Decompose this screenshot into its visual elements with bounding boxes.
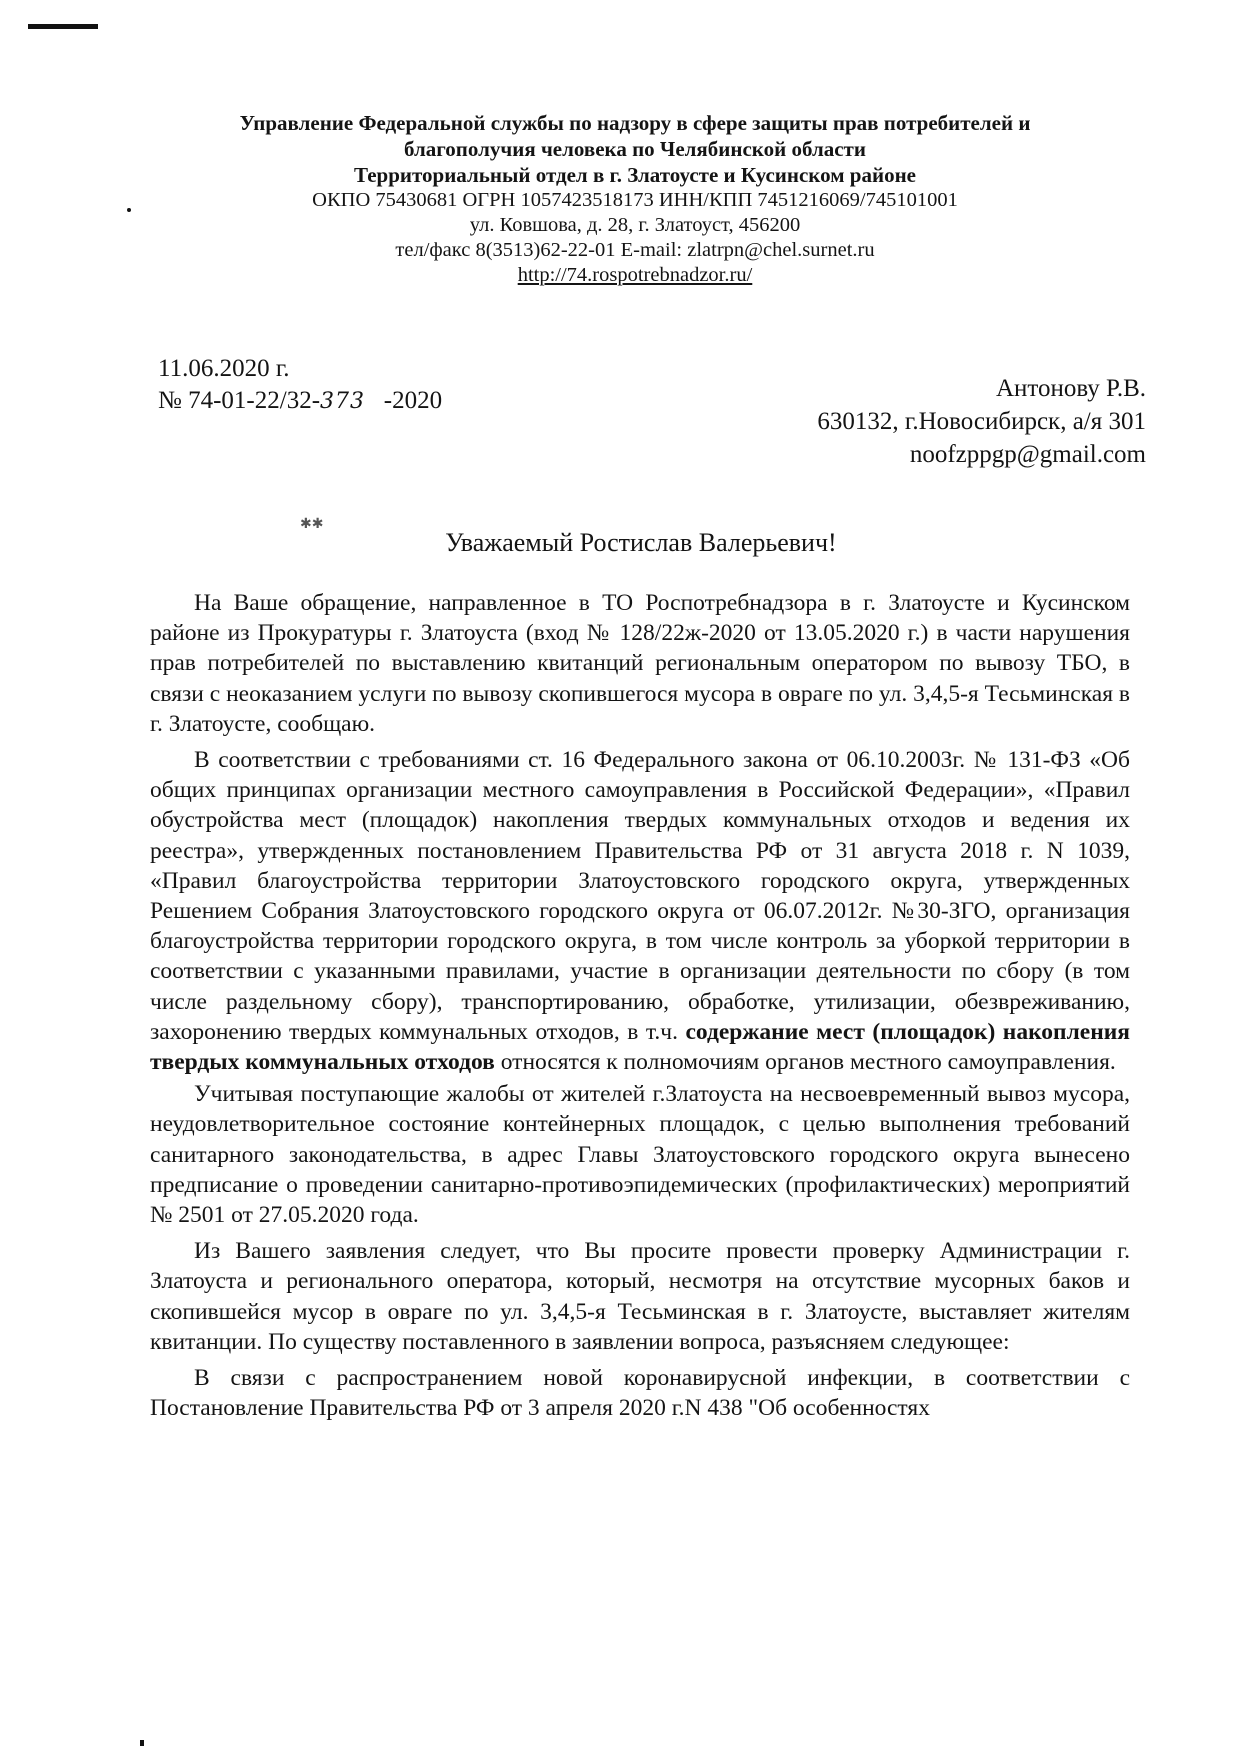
letter-body bbox=[150, 588, 1130, 1429]
agency-name-line-1: Управление Федеральной службы по надзору в сфере защиты прав потребителей и bbox=[239, 111, 1031, 135]
paragraph: На Ваше обращение, направленное в ТО Роспотребнадзора в г. Златоусте и Кусинском районе из Прокуратуры г. Златоуста (вход № 128/22ж-2020 от 13.05.2020 г.) в части нарушения прав потребителей по выставлению квитанций региональным оператором по вывозу ТБО, в связи с неоказанием услуги по вывозу скопившегося мусора в овраге по ул. 3,4,5-я Тесьминская в г. Златоусте, сообщаю. bbox=[150, 590, 1130, 737]
scan-edge-mark bbox=[28, 24, 98, 29]
agency-contacts: тел/факс 8(3513)62-22-01 E-mail: zlatrpn@chel.surnet.ru bbox=[395, 239, 875, 261]
scan-dot bbox=[127, 208, 131, 212]
agency-address: ул. Ковшова, д. 28, г. Златоуст, 456200 bbox=[469, 214, 801, 236]
department-name: Территориальный отдел в г. Златоусте и Кусинском районе bbox=[354, 163, 916, 187]
handwritten-number: 373 bbox=[320, 389, 366, 414]
letterhead bbox=[150, 110, 1120, 288]
scan-dot bbox=[140, 1740, 144, 1746]
agency-website-link[interactable]: http://74.rospotrebnadzor.ru/ bbox=[517, 264, 753, 286]
recipient-block bbox=[817, 372, 1146, 471]
recipient-address: 630132, г.Новосибирск, а/я 301 bbox=[817, 408, 1146, 435]
paragraph: В соответствии с требованиями ст. 16 Федерального закона от 06.10.2003г. № 131-ФЗ «Об общих принципах организации местного самоуправления в Российской Федерации», «Правил обустройства мест (площадок) накопления твердых коммунальных отходов и ведения их реестра», утвержденных постановлением Правительства РФ от 31 августа 2018 г. N 1039, «Правил благоустройства территории Златоустовского городского округа, утвержденных Решением Собрания Златоустовского городского округа от 06.07.2012г. №30-ЗГО, организация благоустройства территории городского округа, в том числе контроль за уборкой территории в соответствии с указанными правилами, участие в организации деятельности по сбору (в том числе раздельному сбору), транспортированию, обработке, утилизации, обезвреживанию, захоронению твердых коммунальных отходов, в т.ч. содержание мест (площадок) накопления твердых коммунальных отходов относятся к полномочиям органов местного самоуправления. bbox=[150, 747, 1130, 1076]
agency-name-line-2: благополучия человека по Челябинской области bbox=[404, 137, 866, 161]
letter-date: 11.06.2020 г. bbox=[158, 355, 290, 382]
letter-date-number bbox=[158, 353, 442, 418]
recipient-name: Антонову Р.В. bbox=[995, 375, 1146, 402]
paragraph: В связи с распространением новой коронавирусной инфекции, в соответствии с Постановление Правительства РФ от 3 апреля 2020 г.N 438 "Об особенностях bbox=[150, 1365, 1130, 1422]
registration-codes: ОКПО 75430681 ОГРН 1057423518173 ИНН/КПП 7451216069/745101001 bbox=[312, 189, 958, 211]
recipient-email: noofzppgp@gmail.com bbox=[909, 441, 1146, 468]
paragraph: Из Вашего заявления следует, что Вы просите провести проверку Администрации г. Златоуста и регионального оператора, который, несмотря на отсутствие мусорных баков и скопившейся мусор в овраге по ул. 3,4,5-я Тесьминская в г. Златоусте, выставляет жителям квитанции. По существу поставленного в заявлении вопроса, разъясняем следующее: bbox=[150, 1238, 1130, 1355]
salutation: Уважаемый Ростислав Валерьевич! bbox=[445, 528, 837, 557]
paragraph: Учитывая поступающие жалобы от жителей г.Златоуста на несвоевременный вывоз мусора, неудовлетворительное состояние контейнерных площадок, с целью выполнения требований санитарного законодательства, в адрес Главы Златоустовского городского округа вынесено предписание о проведении санитарно-противоэпидемических (профилактических) мероприятий № 2501 от 27.05.2020 года. bbox=[150, 1081, 1130, 1229]
ink-blot: ✱✱ bbox=[300, 517, 324, 532]
letter-number: № 74-01-22/32-373 -2020 bbox=[158, 387, 443, 414]
bold-phrase: содержание мест (площадок) накопления твердых коммунальных отходов bbox=[150, 1018, 1130, 1076]
